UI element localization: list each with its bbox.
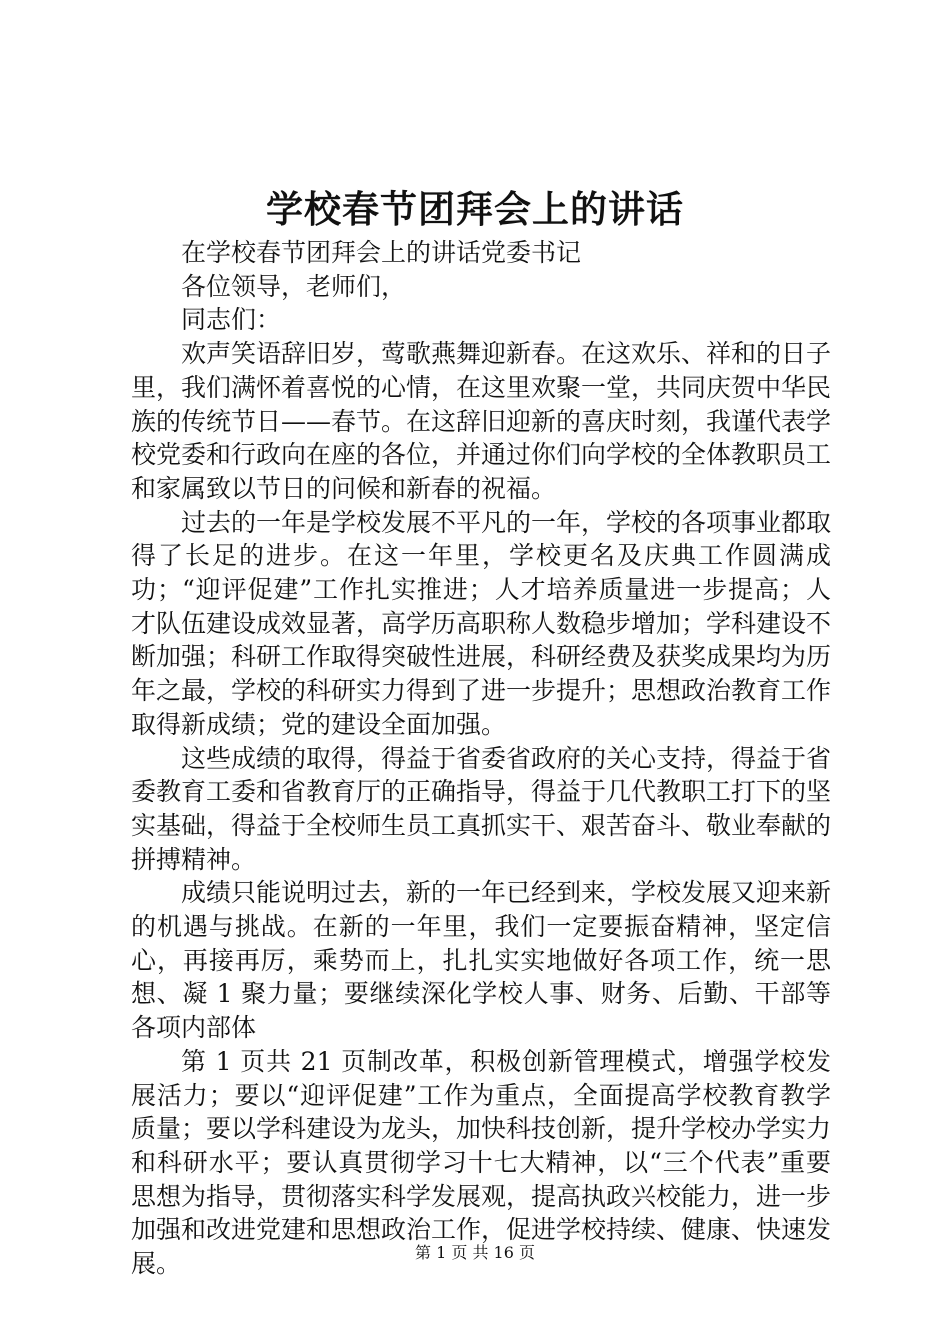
paragraph-outlook: 成绩只能说明过去，新的一年已经到来，学校发展又迎来新的机遇与挑战。在新的一年里，我们一定要振奋精神，坚定信心，再接再厉，乘势而上，扎扎实实地做好各项工作，统一思想、凝 1 聚力量；要继续深化学校人事、财务、后勤、干部等各项内部体 bbox=[131, 878, 832, 1043]
page-footer: 第 1 页 共 16 页 bbox=[415, 1243, 535, 1262]
paragraph-thanks: 这些成绩的取得，得益于省委省政府的关心支持，得益于省委教育工委和省教育厅的正确指导，得益于几代教职工打下的坚实基础，得益于全校师生员工真抓实干、艰苦奋斗、敬业奉献的拼搏精神。 bbox=[131, 743, 832, 874]
paragraph-salutation-2: 同志们： bbox=[181, 305, 282, 335]
document-body bbox=[131, 236, 831, 1281]
paragraph-greeting: 欢声笑语辞旧岁，莺歌燕舞迎新春。在这欢乐、祥和的日子里，我们满怀着喜悦的心情，在这里欢聚一堂，共同庆贺中华民族的传统节日——春节。在这辞旧迎新的喜庆时刻，我谨代表学校党委和行政向在座的各位，并通过你们向学校的全体教职员工和家属致以节日的问候和新春的祝福。 bbox=[131, 339, 832, 503]
document-title: 学校春节团拜会上的讲话 bbox=[266, 187, 684, 231]
paragraph-heading-line: 在学校春节团拜会上的讲话党委书记 bbox=[181, 238, 582, 267]
paragraph-achievements: 过去的一年是学校发展不平凡的一年，学校的各项事业都取得了长足的进步。在这一年里，学校更名及庆典工作圆满成功；“迎评促建”工作扎实推进；人才培养质量进一步提高；人才队伍建设成效显著，高学历高职称人数稳步增加；学科建设不断加强；科研工作取得突破性进展，科研经费及获奖成果均为历年之最，学校的科研实力得到了进一步提升；思想政治教育工作取得新成绩；党的建设全面加强。 bbox=[131, 507, 832, 739]
paragraph-reform: 第 1 页共 21 页制改革，积极创新管理模式，增强学校发展活力；要以“迎评促建”工作为重点，全面提高学校教育教学质量；要以学科建设为龙头，加快科技创新，提升学校办学实力和科研水平；要认真贯彻学习十七大精神，以“三个代表”重要思想为指导，贯彻落实科学发展观，提高执政兴校能力，进一步加强和改进党建和思想政治工作，促进学校持续、健康、快速发展。 bbox=[131, 1046, 832, 1279]
paragraph-salutation: 各位领导，老师们， bbox=[181, 271, 407, 301]
